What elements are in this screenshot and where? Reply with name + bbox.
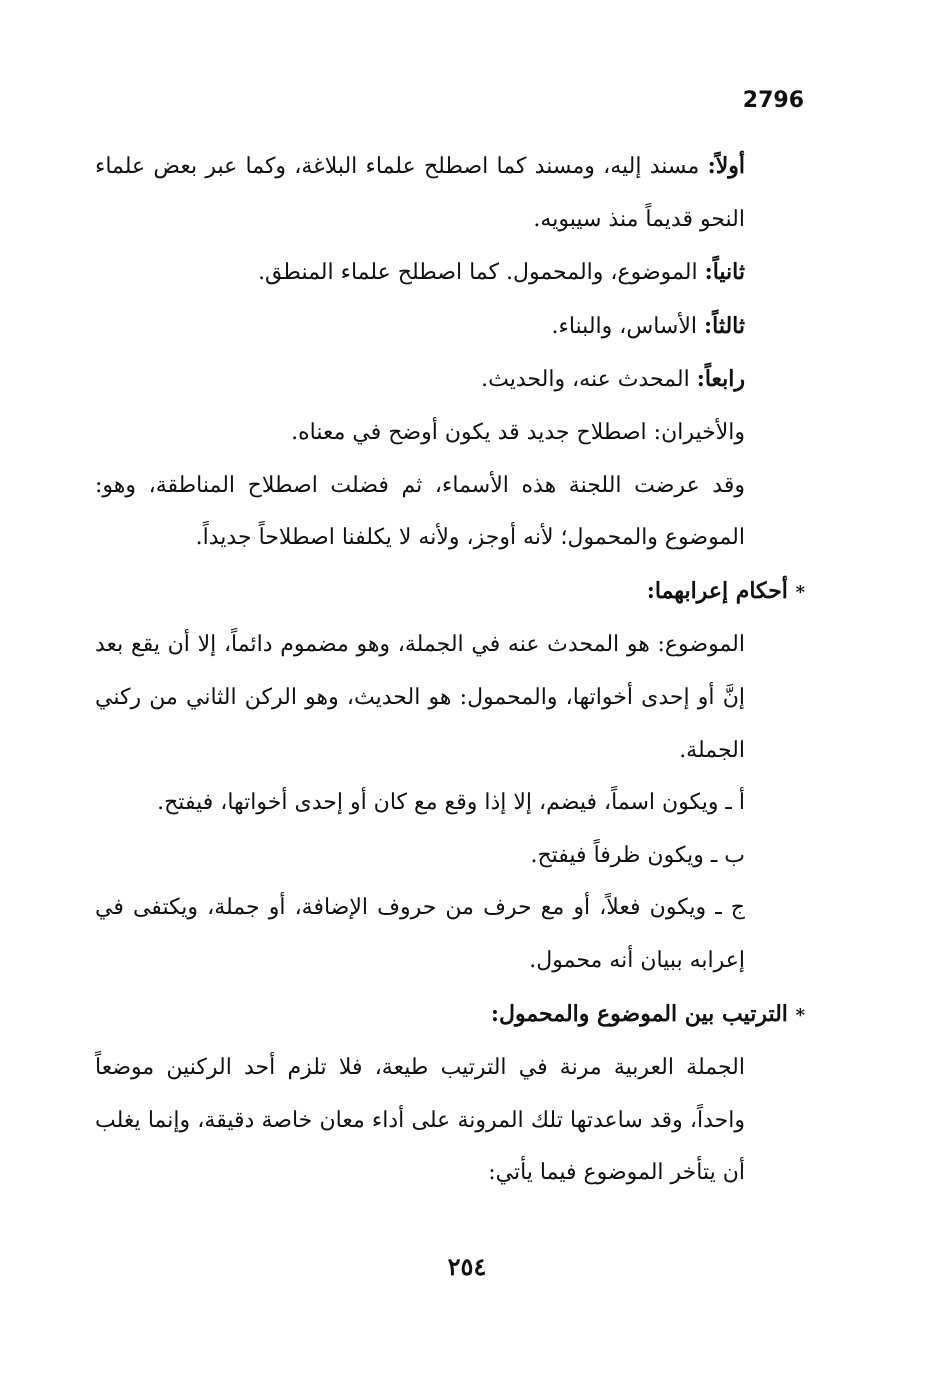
ordinal-fourth: رابعاً: [696,366,745,393]
page-number: ٢٥٤ [447,1252,487,1281]
paragraph-third [95,300,805,354]
heading-parsing-rules-text: أحكام إعرابهما: [646,577,796,604]
paragraph-fourth [95,353,805,407]
paragraph-subject-definition: الموضوع: هو المحدث عنه في الجملة، وهو مضموم دائماً، إلا أن يقع بعد إنَّ أو إحدى أخواتها، والمحمول: هو الحديث، وهو الركن الثاني من ركني الجملة. [95,632,745,763]
heading-order [95,988,805,1043]
paragraph-second [95,246,805,300]
page-id: 2796 [742,88,804,113]
ordinal-second: ثانياً: [704,259,745,286]
paragraph-committee: وقد عرضت اللجنة هذه الأسماء، ثم فضلت اصطلاح المناطقة، وهو: الموضوع والمحمول؛ لأنه أوجز، ولأنه لا يكلفنا اصطلاحاً جديداً. [95,472,745,551]
paragraph-point-c: ج ـ ويكون فعلاً، أو مع حرف من حروف الإضافة، أو جملة، ويكتفى في إعرابه ببيان أنه محمول. [95,895,745,973]
ordinal-first: أولاً: [707,153,745,179]
paragraph-first-text: مسند إليه، ومسند كما اصطلح علماء البلاغة، وكما عبر بعض علماء النحو قديماً منذ سيبويه. [95,154,745,232]
paragraph-point-b: ب ـ ويكون ظرفاً فيفتح. [530,842,745,868]
star-bullet-icon: * [795,581,805,603]
paragraph-third-text: الأساس، والبناء. [551,313,704,339]
body-text [95,140,805,1200]
paragraph-second-text: الموضوع، والمحمول. كما اصطلح علماء المنطق. [258,260,705,286]
paragraph-sentence-flexibility: الجملة العربية مرنة في الترتيب طيعة، فلا تلزم أحد الركنين موضعاً واحداً، وقد ساعدتها تلك المرونة على أداء معان خاصة دقيقة، وإنما يغلب أن يتأخر الموضوع فيما يأتي: [95,1055,745,1186]
paragraph-point-a: أ ـ ويكون اسماً، فيضم، إلا إذا وقع مع كان أو إحدى أخواتها، فيفتح. [157,790,745,816]
heading-parsing-rules [95,565,805,620]
star-bullet-icon: * [795,1004,805,1026]
paragraph-fourth-text: المحدث عنه، والحديث. [481,367,697,393]
paragraph-last-two: والأخيران: اصطلاح جديد قد يكون أوضح في معناه. [291,419,745,445]
heading-order-text: الترتيب بين الموضوع والمحمول: [490,1000,796,1027]
paragraph-first [95,140,805,246]
ordinal-third: ثالثاً: [704,312,745,339]
